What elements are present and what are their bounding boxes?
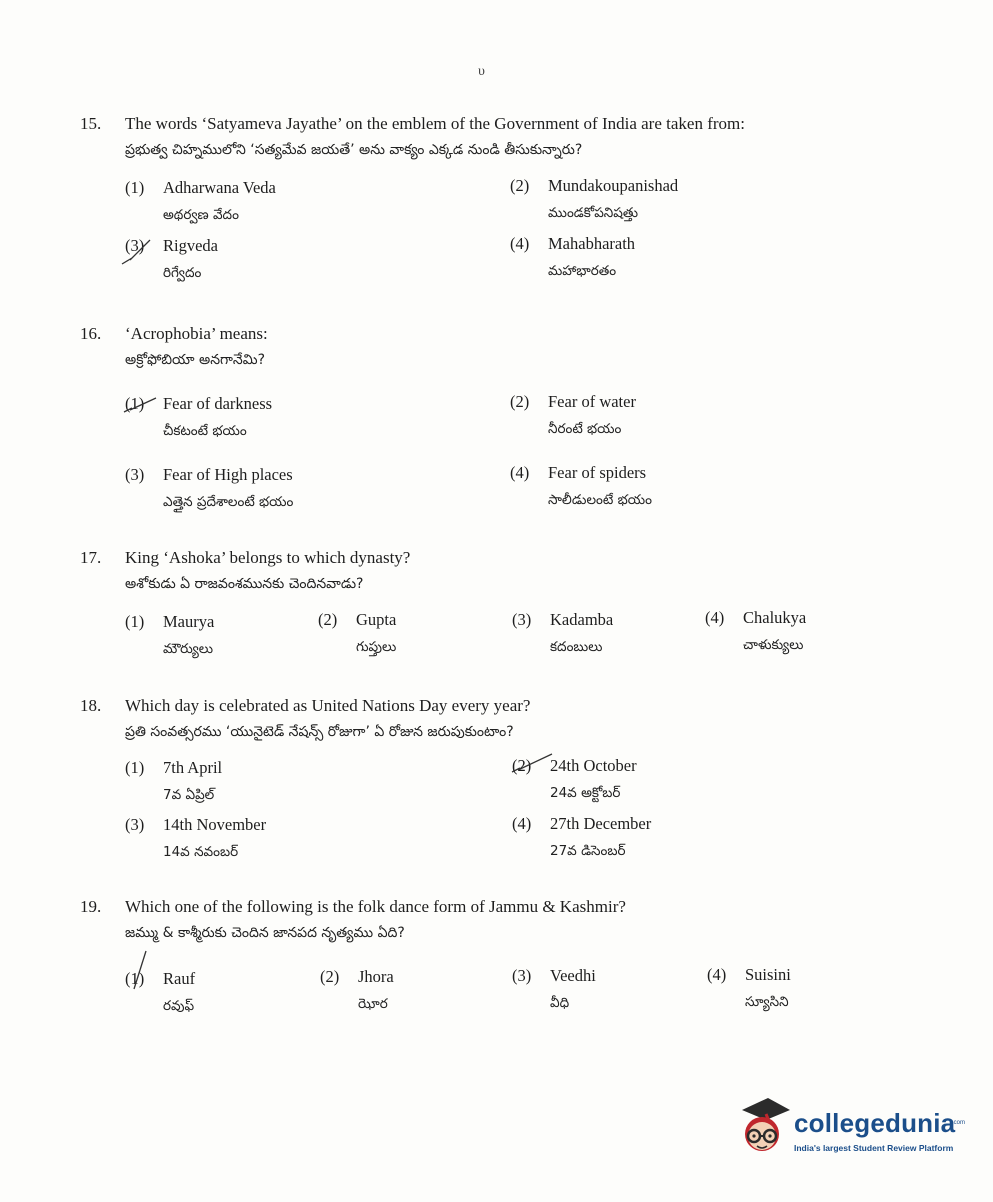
option-text-telugu: 14వ నవంబర్ [163, 844, 239, 860]
option-label: (1) [125, 178, 145, 197]
option-1[interactable] [125, 178, 276, 226]
option-text-telugu: నీరంటే భయం [548, 421, 622, 437]
question-text-telugu: అక్రోఫోబియా అనగానేమి? [125, 352, 265, 368]
question-text: Which day is celebrated as United Nations Day every year? [125, 696, 531, 715]
option-text-telugu: కదంబులు [550, 639, 603, 655]
option-label: (3) [125, 236, 145, 255]
option-4[interactable] [510, 234, 635, 282]
answer-tick-mark-icon [508, 750, 558, 776]
option-text-telugu: రిగ్వేదం [163, 265, 202, 281]
option-text: Fear of darkness [163, 394, 273, 413]
question-text: ‘Acrophobia’ means: [125, 324, 268, 343]
option-text-telugu: 27వ డిసెంబర్ [550, 843, 626, 859]
option-text: 24th October [550, 756, 637, 775]
option-label: (4) [510, 463, 530, 482]
question-text-telugu: అశోకుడు ఏ రాజవంశమునకు చెందినవాడు? [125, 576, 364, 592]
option-text-telugu: వీధి [550, 995, 570, 1011]
option-text-telugu: గుప్తులు [356, 639, 397, 655]
option-text: Mundakoupanishad [548, 176, 679, 195]
question-text-telugu: ప్రభుత్వ చిహ్నములోని ‘సత్యమేవ జయతే’ అను వాక్యం ఎక్కడ నుండి తీసుకున్నారు? [125, 142, 583, 158]
option-text: Veedhi [550, 966, 596, 985]
option-text: 27th December [550, 814, 652, 833]
question-number: 16. [80, 324, 102, 343]
option-text-telugu: ముండకోపనిషత్తు [548, 205, 639, 221]
option-text: Rigveda [163, 236, 218, 255]
option-3[interactable] [512, 610, 613, 658]
option-text-telugu: అథర్వణ వేదం [163, 207, 239, 223]
question-number: 15. [80, 114, 102, 133]
option-label: (3) [512, 610, 532, 629]
option-label: (4) [510, 234, 530, 253]
question-text-telugu: జమ్ము & కాశ్మీరుకు చెందిన జానపద నృత్యము ఏది? [125, 925, 405, 941]
option-text-telugu: చాళుక్యులు [743, 637, 804, 653]
option-text: Fear of High places [163, 465, 293, 484]
option-4[interactable] [510, 463, 652, 511]
option-text-telugu: చీకటంటే భయం [163, 423, 247, 439]
collegedunia-logo [732, 1094, 966, 1164]
option-text-telugu: మౌర్యులు [163, 641, 214, 657]
option-label: (4) [512, 814, 532, 833]
option-text: Fear of water [548, 392, 636, 411]
option-label: (2) [510, 392, 530, 411]
option-3[interactable] [125, 465, 293, 513]
option-4[interactable] [705, 608, 806, 656]
option-3[interactable] [512, 966, 596, 1014]
page-number: υ [478, 64, 485, 79]
question-text: The words ‘Satyameva Jayathe’ on the emblem of the Government of India are taken from: [125, 114, 745, 133]
option-text-telugu: ఝోర [358, 996, 388, 1012]
option-text-telugu: ఎత్తైన ప్రదేశాలంటే భయం [163, 494, 294, 510]
option-2[interactable] [510, 392, 636, 440]
option-2[interactable] [320, 967, 394, 1015]
option-label: (3) [125, 815, 145, 834]
option-label: (2) [320, 967, 340, 986]
option-text-telugu: 24వ అక్టోబర్ [550, 785, 621, 801]
option-text: Fear of spiders [548, 463, 647, 482]
option-text-telugu: మహాభారతం [548, 263, 617, 279]
option-label: (1) [125, 394, 145, 413]
question-text: King ‘Ashoka’ belongs to which dynasty? [125, 548, 411, 567]
option-label: (4) [707, 965, 727, 984]
option-label: (1) [125, 612, 145, 631]
option-text-telugu: రవుఫ్ [163, 998, 195, 1014]
option-1[interactable] [125, 758, 222, 806]
logo-tagline: India's largest Student Review Platform [794, 1143, 954, 1153]
logo-suffix: .com [952, 1120, 966, 1126]
option-text: Jhora [358, 967, 394, 986]
option-label: (2) [318, 610, 338, 629]
option-text: Mahabharath [548, 234, 636, 253]
option-label: (3) [512, 966, 532, 985]
question-text-telugu: ప్రతి సంవత్సరము ‘యునైటెడ్ నేషన్స్ రోజుగా’ ఏ రోజున జరుపుకుంటాం? [125, 724, 514, 740]
option-1[interactable] [125, 612, 214, 660]
option-label: (4) [705, 608, 725, 627]
option-label: (2) [512, 756, 532, 775]
question-text: Which one of the following is the folk dance form of Jammu & Kashmir? [125, 897, 626, 916]
question-number: 19. [80, 897, 102, 916]
option-label: (1) [125, 758, 145, 777]
option-text: 14th November [163, 815, 267, 834]
option-text: Adharwana Veda [163, 178, 276, 197]
option-label: (3) [125, 465, 145, 484]
option-text: 7th April [163, 758, 223, 777]
option-text-telugu: 7వ ఏప్రిల్ [163, 787, 215, 803]
answer-tick-mark-icon [118, 238, 158, 268]
student-mascot-icon [732, 1094, 792, 1164]
option-text: Kadamba [550, 610, 614, 629]
option-text: Suisini [745, 965, 791, 984]
option-4[interactable] [707, 965, 791, 1013]
option-2[interactable] [510, 176, 678, 224]
option-3[interactable] [125, 815, 266, 863]
question-number: 17. [80, 548, 102, 567]
option-text: Rauf [163, 969, 196, 988]
option-text-telugu: సాలీడులంటే భయం [548, 492, 652, 508]
option-label: (1) [125, 969, 145, 988]
answer-tick-mark-icon [128, 949, 152, 993]
logo-wordmark: collegedunia [794, 1108, 956, 1138]
answer-tick-mark-icon [122, 394, 162, 416]
option-text: Maurya [163, 612, 215, 631]
option-2[interactable] [318, 610, 396, 658]
option-text: Chalukya [743, 608, 807, 627]
question-number: 18. [80, 696, 102, 715]
option-text-telugu: స్యూసిని [745, 994, 789, 1010]
option-4[interactable] [512, 814, 651, 862]
option-text: Gupta [356, 610, 397, 629]
option-label: (2) [510, 176, 530, 195]
